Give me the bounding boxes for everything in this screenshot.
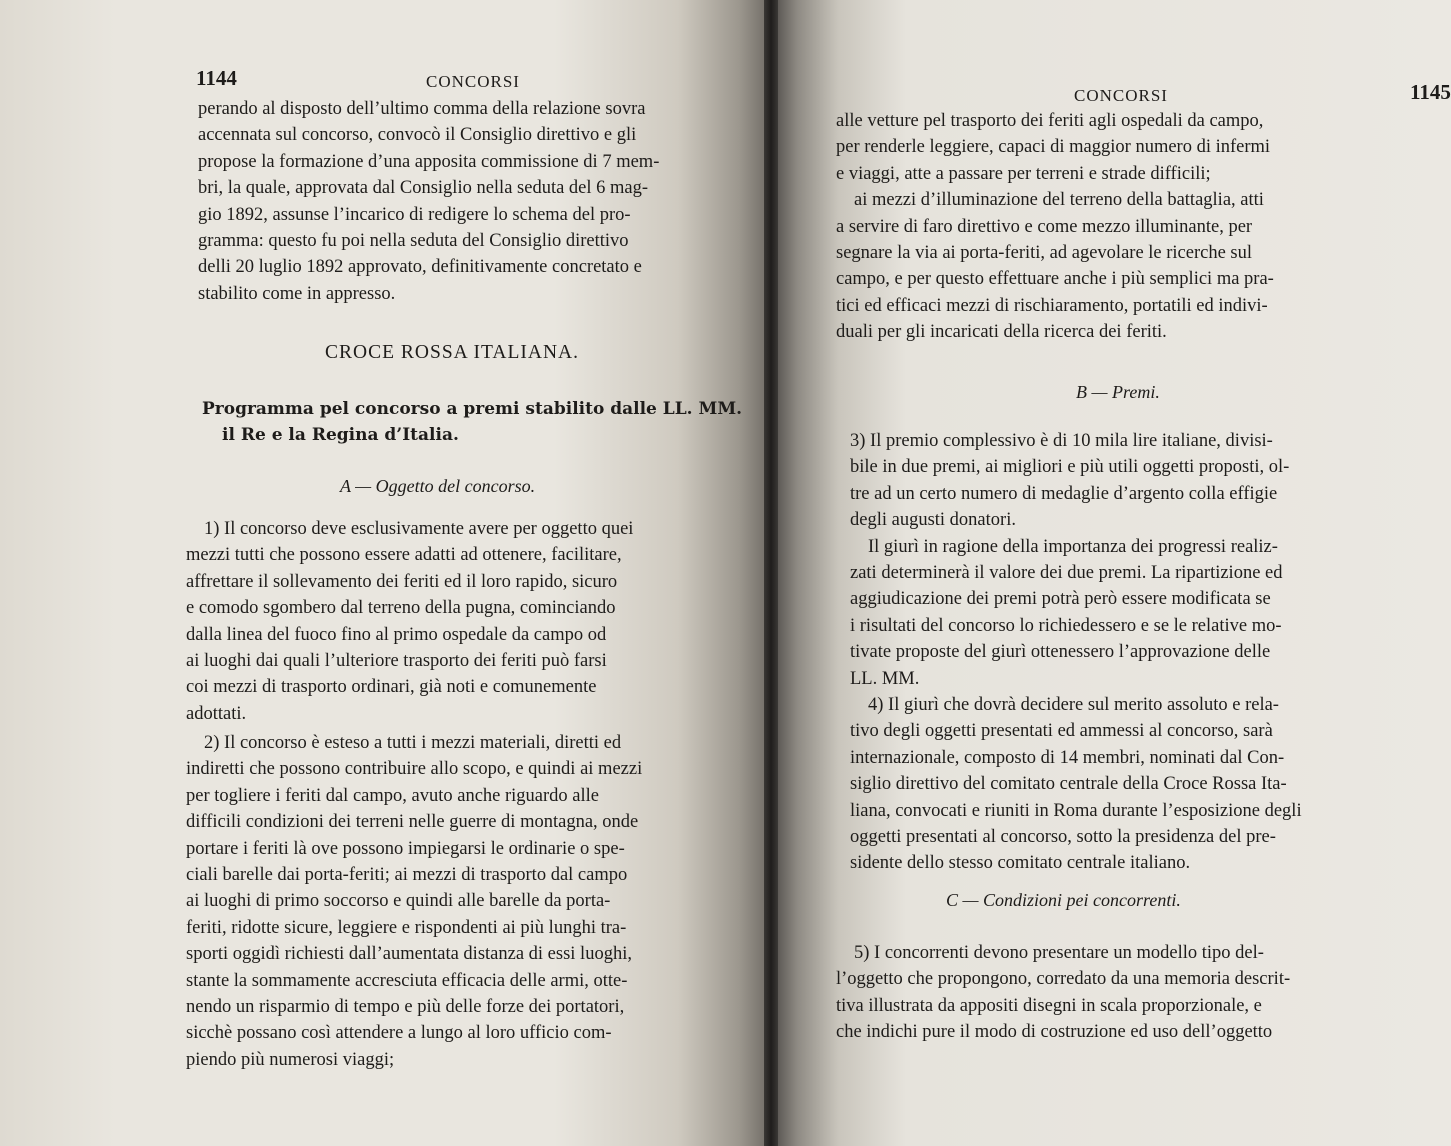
text-line: affrettare il sollevamento dei feriti ed il loro rapido, sicuro bbox=[186, 571, 618, 592]
text-line: tre ad un certo numero di medaglie d’argento colla effigie bbox=[850, 483, 1278, 504]
program-title-line-2: il Re e la Regina d’Italia. bbox=[222, 425, 459, 445]
paragraph-3 bbox=[850, 428, 1425, 692]
text-line: tici ed efficaci mezzi di rischiaramento, portatili ed indivi- bbox=[836, 295, 1268, 316]
text-line: tivo degli oggetti presentati ed ammessi al concorso, sarà bbox=[850, 721, 1273, 742]
text-line: stante la sommamente accresciuta efficacia delle armi, otte- bbox=[186, 970, 628, 991]
text-line: ai luoghi dai quali l’ulteriore trasporto dei feriti può farsi bbox=[186, 651, 607, 672]
text-line: nendo un risparmio di tempo e più delle forze dei portatori, bbox=[186, 997, 625, 1018]
intro-text bbox=[198, 96, 738, 307]
text-line: indiretti che possono contribuire allo scopo, e quindi ai mezzi bbox=[186, 759, 643, 780]
text-line: duali per gli incaricati della ricerca dei feriti. bbox=[836, 322, 1167, 343]
text-line: segnare la via ai porta-feriti, ad agevolare le ricerche sul bbox=[836, 243, 1253, 264]
text-line: difficili condizioni dei terreni nelle guerre di montagna, onde bbox=[186, 812, 639, 833]
text-line: per renderle leggiere, capaci di maggior numero di infermi bbox=[836, 137, 1271, 158]
intro-text bbox=[836, 108, 1421, 346]
text-line: che indichi pure il modo di costruzione ed uso dell’oggetto bbox=[836, 1022, 1273, 1043]
text-line: sporti oggidì richiesti dall’aumentata distanza di essi luoghi, bbox=[186, 944, 632, 965]
paragraph-5 bbox=[836, 940, 1425, 1046]
text-line: gio 1892, assunse l’incarico di redigere lo schema del pro- bbox=[198, 204, 631, 225]
text-line: ai luoghi di primo soccorso e quindi alle barelle da porta- bbox=[186, 891, 611, 912]
text-line: per togliere i feriti dal campo, avuto anche riguardo alle bbox=[186, 785, 599, 806]
text-line: ai mezzi d’illuminazione del terreno della battaglia, atti bbox=[854, 190, 1264, 211]
text-line: 4) Il giurì che dovrà decidere sul merito assoluto e rela- bbox=[868, 695, 1279, 715]
text-line: sidente dello stesso comitato centrale italiano. bbox=[850, 853, 1191, 874]
page-number: 1144 bbox=[196, 66, 237, 90]
text-line: bile in due premi, ai migliori e più utili oggetti proposti, ol- bbox=[850, 457, 1290, 478]
running-head: CONCORSI bbox=[426, 72, 520, 91]
text-line: zati determinerà il valore dei due premi. La ripartizione ed bbox=[850, 563, 1283, 584]
text-line: ciali barelle dai porta-feriti; ai mezzi di trasporto dal campo bbox=[186, 865, 628, 886]
text-line: tiva illustrata da appositi disegni in scala proporzionale, e bbox=[836, 995, 1262, 1016]
text-line: l’oggetto che propongono, corredato da una memoria descrit- bbox=[836, 969, 1291, 990]
text-line: tivate proposte del giurì ottenessero l’approvazione delle bbox=[850, 642, 1271, 663]
text-line: LL. MM. bbox=[850, 668, 920, 689]
text-line: Il giurì in ragione della importanza dei progressi realiz- bbox=[868, 536, 1278, 557]
text-line: oggetti presentati al concorso, sotto la presidenza del pre- bbox=[850, 827, 1276, 848]
text-line: piendo più numerosi viaggi; bbox=[186, 1049, 395, 1070]
text-line: liana, convocati e riuniti in Roma durante l’esposizione degli bbox=[850, 800, 1302, 821]
text-line: perando al disposto dell’ultimo comma della relazione sovra bbox=[198, 99, 646, 119]
right-page bbox=[770, 0, 1451, 1146]
text-line: alle vetture pel trasporto dei feriti agli ospedali da campo, bbox=[836, 111, 1264, 131]
text-line: aggiudicazione dei premi potrà però essere modificata se bbox=[850, 589, 1271, 610]
section-heading: CROCE ROSSA ITALIANA. bbox=[325, 342, 580, 363]
text-line: sicchè possano così attendere a lungo al loro ufficio com- bbox=[186, 1023, 612, 1044]
subsection-b-title: B — Premi. bbox=[1076, 382, 1160, 402]
text-line: dalla linea del fuoco fino al primo ospedale da campo od bbox=[186, 624, 607, 645]
text-line: e viaggi, atte a passare per terreni e strade difficili; bbox=[836, 163, 1211, 184]
text-line: e comodo sgombero dal terreno della pugna, cominciando bbox=[186, 598, 616, 619]
paragraph-4 bbox=[850, 692, 1425, 877]
text-line: i risultati del concorso lo richiedessero e se le relative mo- bbox=[850, 615, 1282, 636]
text-line: degli augusti donatori. bbox=[850, 510, 1016, 531]
text-line: 5) I concorrenti devono presentare un modello tipo del- bbox=[854, 943, 1264, 963]
text-line: propose la formazione d’una apposita commissione di 7 mem- bbox=[198, 151, 660, 172]
text-line: delli 20 luglio 1892 approvato, definitivamente concretato e bbox=[198, 257, 642, 278]
paragraph-1 bbox=[186, 516, 738, 727]
text-line: mezzi tutti che possono essere adatti ad ottenere, facilitare, bbox=[186, 545, 622, 566]
text-line: 3) Il premio complessivo è di 10 mila lire italiane, divisi- bbox=[850, 431, 1273, 451]
text-line: stabilito come in appresso. bbox=[198, 283, 396, 304]
text-line: accennata sul concorso, convocò il Consiglio direttivo e gli bbox=[198, 125, 637, 146]
subsection-a-title: A — Oggetto del concorso. bbox=[340, 476, 536, 496]
text-line: a servire di faro direttivo e come mezzo illuminante, per bbox=[836, 216, 1253, 237]
text-line: internazionale, composto di 14 membri, nominati dal Con- bbox=[850, 747, 1285, 768]
text-line: campo, e per questo effettuare anche i più semplici ma pra- bbox=[836, 269, 1274, 290]
text-line: feriti, ridotte sicure, leggiere e rispondenti ai più lunghi tra- bbox=[186, 917, 627, 938]
text-line: adottati. bbox=[186, 703, 247, 724]
running-head: CONCORSI bbox=[1074, 86, 1168, 105]
text-line: 2) Il concorso è esteso a tutti i mezzi materiali, diretti ed bbox=[204, 733, 622, 753]
subsection-c-title: C — Condizioni pei concorrenti. bbox=[946, 890, 1181, 910]
program-title-line-1: Programma pel concorso a premi stabilito dalle LL. MM. bbox=[202, 399, 743, 419]
text-line: portare i feriti là ove possono impiegarsi le ordinarie o spe- bbox=[186, 838, 625, 859]
text-line: bri, la quale, approvata dal Consiglio nella seduta del 6 mag- bbox=[198, 178, 649, 199]
book-gutter bbox=[764, 0, 778, 1146]
page-number: 1145 bbox=[1410, 80, 1451, 104]
text-line: gramma: questo fu poi nella seduta del Consiglio direttivo bbox=[198, 231, 629, 252]
paragraph-2 bbox=[186, 730, 738, 1073]
text-line: 1) Il concorso deve esclusivamente avere per oggetto quei bbox=[204, 519, 634, 539]
text-line: coi mezzi di trasporto ordinari, già noti e comunemente bbox=[186, 677, 597, 698]
text-line: siglio direttivo del comitato centrale della Croce Rossa Ita- bbox=[850, 774, 1287, 795]
